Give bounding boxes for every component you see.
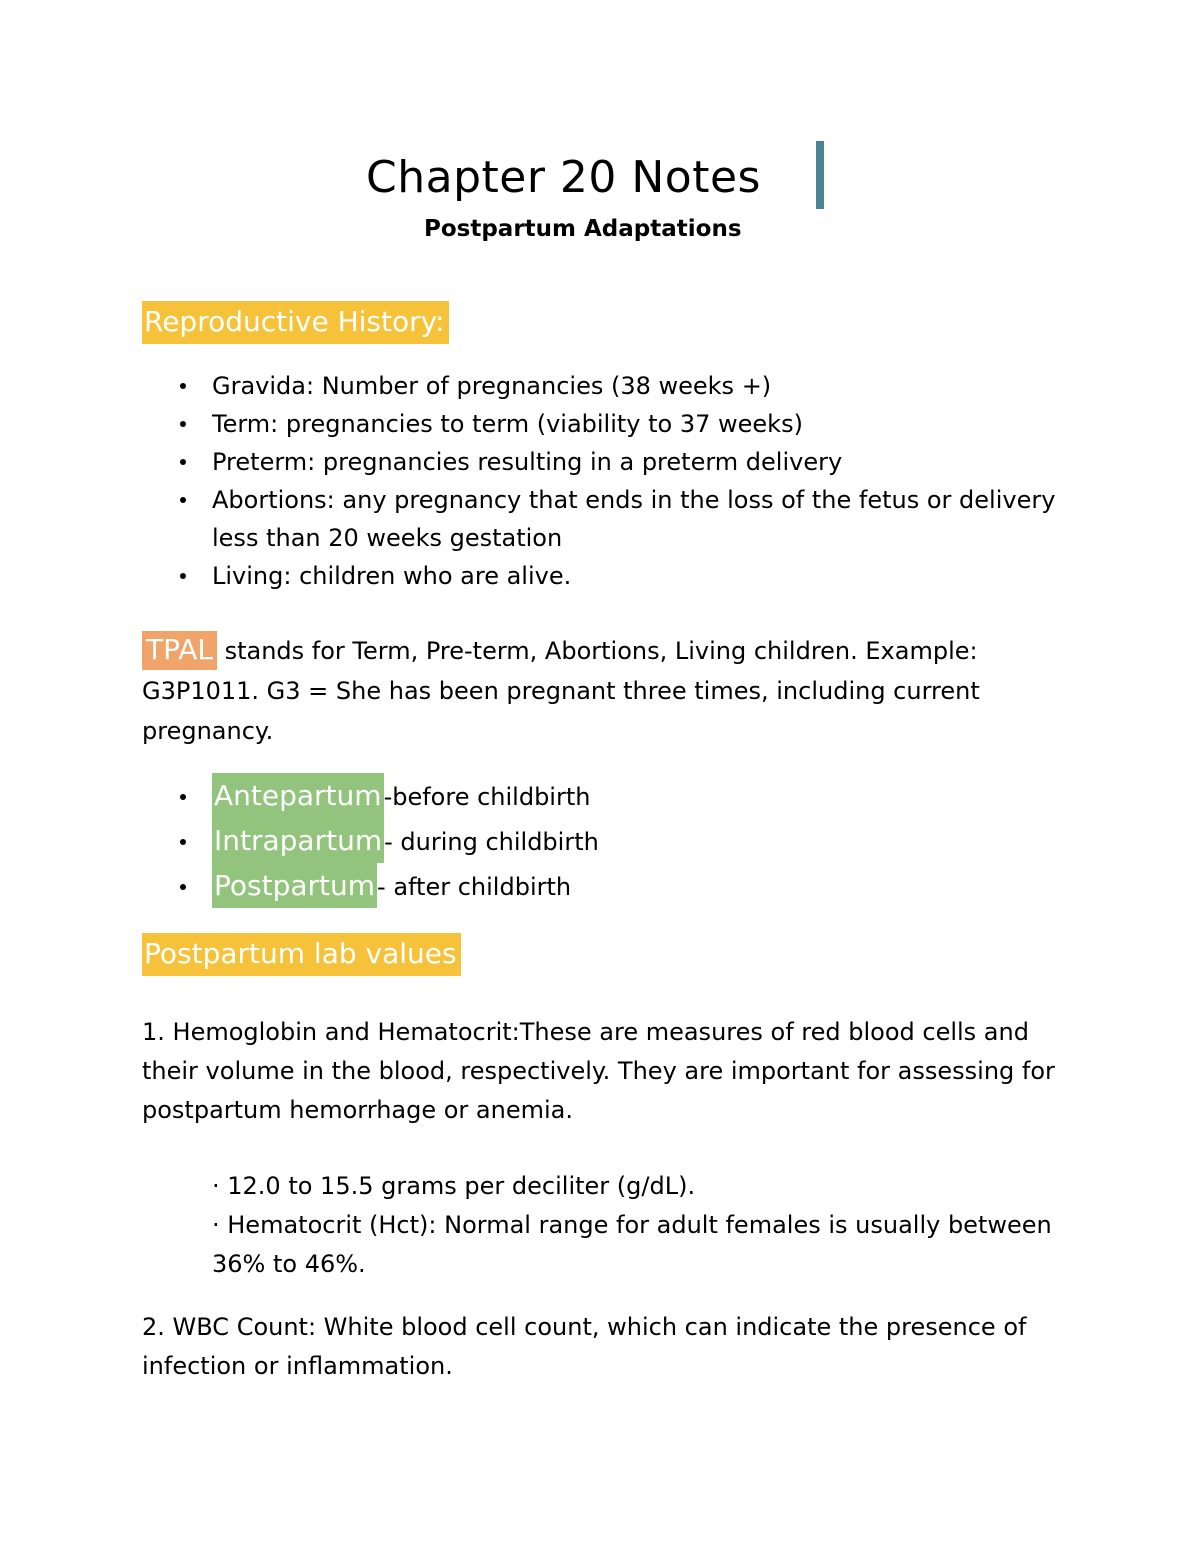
reproductive-history-label: Reproductive History: (142, 301, 449, 344)
childbirth-periods-list (180, 774, 780, 909)
bullet-icon (180, 421, 186, 427)
lab-values-heading (142, 936, 461, 972)
lab-sub-hematocrit-range: · Hematocrit (Hct): Normal range for adult females is usually between 36% to 46%. (212, 1211, 1052, 1278)
list-item: Intrapartum- during childbirth (180, 819, 780, 864)
list-item: Preterm: pregnancies resulting in a preterm delivery (180, 443, 1060, 481)
page-title: Chapter 20 Notes (366, 152, 761, 203)
list-item: Gravida: Number of pregnancies (38 weeks +) (180, 367, 1060, 405)
tpal-paragraph (142, 630, 1082, 751)
bullet-icon (180, 794, 186, 800)
bullet-icon (180, 884, 186, 890)
page-subtitle: Postpartum Adaptations (424, 216, 742, 242)
list-item: Term: pregnancies to term (viability to 37 weeks) (180, 405, 1060, 443)
lab-item-wbc: 2. WBC Count: White blood cell count, which can indicate the presence of infection or inflammation. (142, 1313, 1027, 1380)
bullet-icon (180, 839, 186, 845)
bullet-icon (180, 497, 186, 503)
tpal-term: TPAL (142, 631, 217, 670)
bullet-icon (180, 383, 186, 389)
reproductive-history-heading (142, 304, 449, 340)
title-accent-bar (816, 141, 824, 209)
lab-values-label: Postpartum lab values (142, 933, 461, 976)
lab-sub-hemoglobin-range: · 12.0 to 15.5 grams per deciliter (g/dL). (212, 1172, 696, 1200)
list-item: Abortions: any pregnancy that ends in the loss of the fetus or delivery less than 20 weeks gestation (180, 481, 1060, 557)
list-item: Postpartum- after childbirth (180, 864, 780, 909)
bullet-icon (180, 573, 186, 579)
lab-item-hemoglobin: 1. Hemoglobin and Hematocrit:These are measures of red blood cells and their volume in the blood, respectively. They are important for assessing for postpartum hemorrhage or anemia. (142, 1018, 1055, 1124)
list-item: Antepartum-before childbirth (180, 774, 780, 819)
list-item: Living: children who are alive. (180, 557, 1060, 595)
tpal-text: stands for Term, Pre-term, Abortions, Living children. Example: G3P1011. G3 = She has been pregnant three times, including current pregnancy. (142, 637, 980, 745)
bullet-icon (180, 459, 186, 465)
reproductive-history-list (180, 367, 1060, 595)
